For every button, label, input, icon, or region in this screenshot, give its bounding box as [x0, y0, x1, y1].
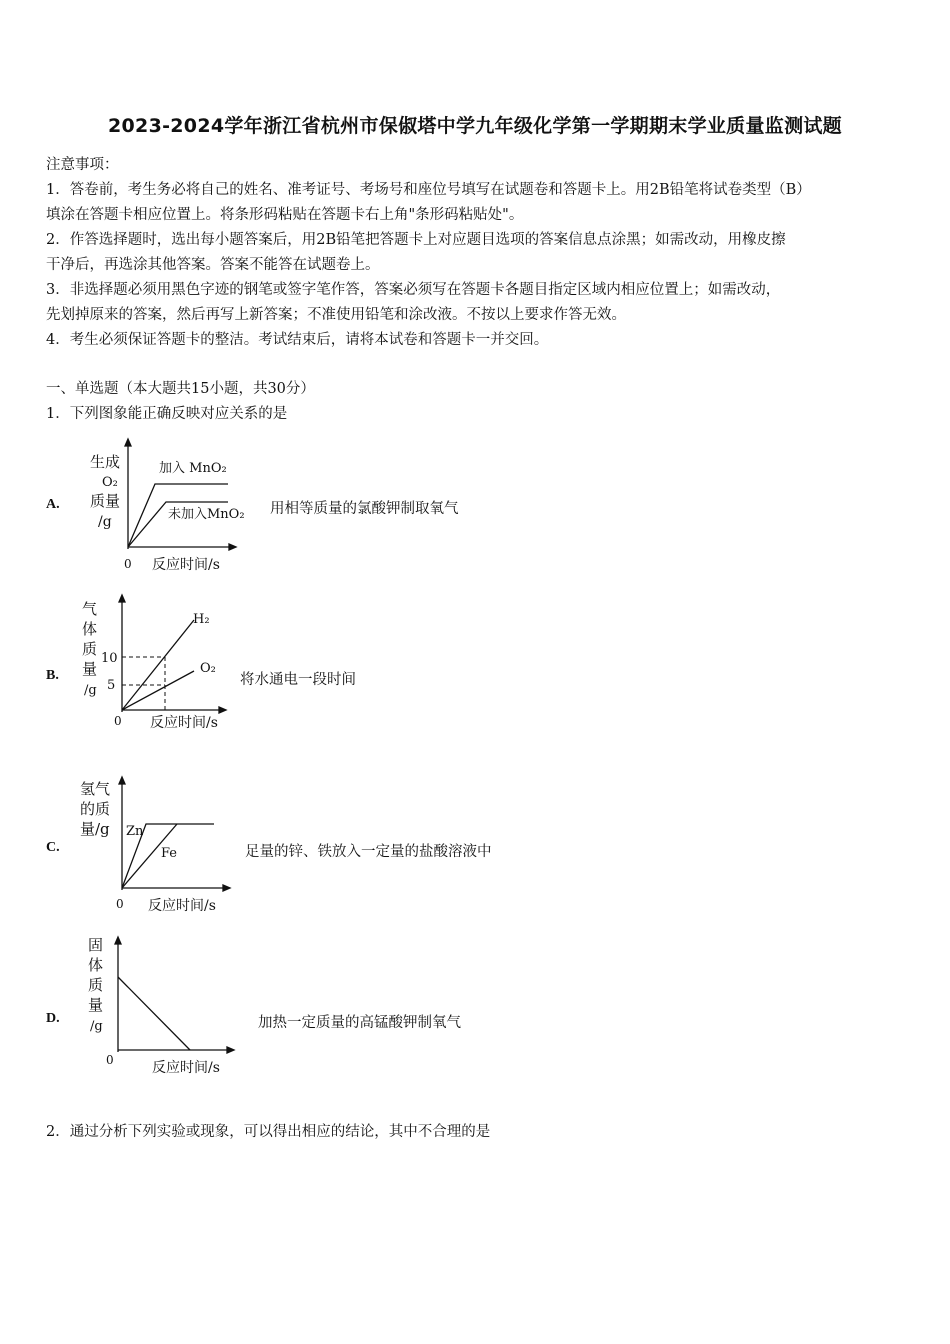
ylabel-b-line: 体 [82, 620, 98, 638]
notice-line: 3．非选择题必须用黑色字迹的钢笔或签字笔作答，答案必须写在答题卡各题目指定区域内相应位置上；如需改动， [46, 282, 781, 298]
ylabel-d-line: 质 [88, 976, 104, 994]
option-d-text: 加热一定质量的高锰酸钾制氧气 [258, 1015, 461, 1031]
question-2-stem: 2．通过分析下列实验或现象，可以得出相应的结论，其中不合理的是 [46, 1124, 491, 1140]
y-tick-label: 10 [101, 651, 118, 666]
option-b-graph [76, 592, 251, 737]
ylabel-a-line: O₂ [102, 475, 118, 490]
ylabel-c-line: 量/g [80, 820, 110, 838]
ylabel-d-line: /g [90, 1019, 103, 1034]
curve-label-c: Zn [126, 824, 144, 839]
origin-label: 0 [124, 557, 132, 571]
y-tick-label: 5 [107, 678, 116, 693]
ylabel-b-line: 质 [82, 640, 98, 658]
xlabel-d: 反应时间/s [152, 1060, 220, 1076]
xlabel-c: 反应时间/s [148, 898, 216, 914]
section-heading: 一、单选题（本大题共15小题，共30分） [46, 381, 315, 397]
xlabel-a: 反应时间/s [152, 557, 220, 573]
curve-label-a: 加入 MnO₂ [159, 461, 227, 476]
ylabel-b-line: 气 [82, 600, 98, 618]
curve-label-b: O₂ [200, 661, 216, 676]
ylabel-c-line: 的质 [80, 800, 111, 818]
curve-label-a: 未加入MnO₂ [168, 507, 245, 522]
option-a-graph [80, 436, 265, 578]
notice-line: 1．答卷前，考生务必将自己的姓名、准考证号、考场号和座位号填写在试题卷和答题卡上。用2B铅笔将试卷类型（B） [46, 182, 811, 198]
ylabel-d-line: 体 [88, 956, 104, 974]
option-b-text: 将水通电一段时间 [240, 672, 356, 688]
notice-line: 4．考生必须保证答题卡的整洁。考试结束后，请将本试卷和答题卡一并交回。 [46, 332, 549, 348]
ylabel-c-line: 氢气 [80, 780, 111, 798]
option-c-graph [76, 774, 251, 916]
ylabel-a-line: 质量 [90, 492, 121, 510]
page-title: 2023-2024学年浙江省杭州市保俶塔中学九年级化学第一学期期末学业质量监测试题 [108, 115, 842, 137]
option-c-text: 足量的锌、铁放入一定量的盐酸溶液中 [245, 844, 492, 860]
curve-label-b: H₂ [193, 612, 210, 627]
option-d-graph [80, 932, 260, 1080]
question-1-stem: 1．下列图象能正确反映对应关系的是 [46, 406, 288, 422]
ylabel-a-line: /g [98, 514, 112, 530]
option-a-letter: A. [46, 497, 60, 512]
ylabel-d-line: 量 [88, 996, 104, 1014]
origin-label: 0 [116, 897, 124, 911]
notice-line: 干净后，再选涂其他答案。答案不能答在试题卷上。 [46, 257, 380, 273]
option-c-letter: C. [46, 840, 60, 855]
ylabel-a-line: 生成 [90, 453, 121, 471]
option-d-letter: D. [46, 1011, 60, 1026]
notice-heading: 注意事项： [46, 157, 119, 173]
ylabel-b-line: /g [84, 683, 97, 698]
option-a-text: 用相等质量的氯酸钾制取氧气 [270, 501, 459, 517]
origin-label: 0 [106, 1053, 114, 1067]
origin-label: 0 [114, 714, 122, 728]
notice-line: 2．作答选择题时，选出每小题答案后，用2B铅笔把答题卡上对应题目选项的答案信息点涂黑；如需改动，用橡皮擦 [46, 232, 786, 248]
ylabel-d-line: 固 [88, 936, 104, 954]
xlabel-b: 反应时间/s [150, 715, 218, 731]
option-b-letter: B. [46, 668, 59, 683]
curve-label-c: Fe [161, 846, 178, 861]
notice-line: 填涂在答题卡相应位置上。将条形码粘贴在答题卡右上角"条形码粘贴处"。 [46, 207, 524, 223]
ylabel-b-line: 量 [82, 660, 98, 678]
notice-line: 先划掉原来的答案，然后再写上新答案；不准使用铅笔和涂改液。不按以上要求作答无效。 [46, 307, 626, 323]
